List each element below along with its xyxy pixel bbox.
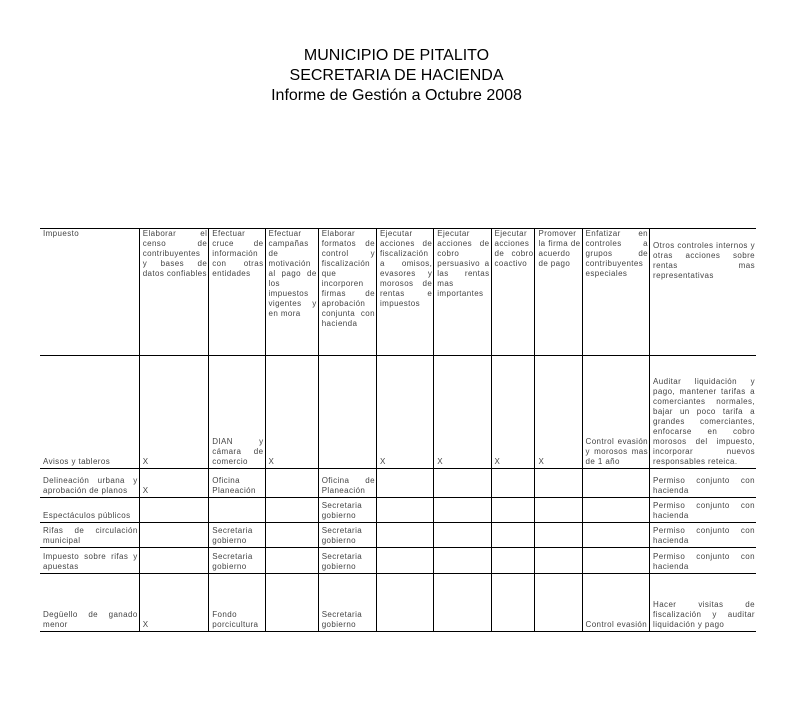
table-cell: Delineación urbana y aprobación de planos xyxy=(40,469,139,498)
table-cell xyxy=(376,523,433,548)
column-header: Enfatizar en controles a grupos de contribuyentes especiales xyxy=(582,229,650,356)
table-cell xyxy=(434,498,491,523)
column-header: Efectuar cruce de información con otras entidades xyxy=(209,229,265,356)
table-cell xyxy=(535,548,582,574)
table-cell xyxy=(582,469,650,498)
table-cell: Rifas de circulación municipal xyxy=(40,523,139,548)
table-cell xyxy=(535,469,582,498)
table-cell: Fondo porcicultura xyxy=(209,574,265,632)
table-cell xyxy=(535,523,582,548)
table-header-row xyxy=(40,229,756,356)
table-cell xyxy=(376,574,433,632)
table-cell: Secretaria gobierno xyxy=(318,574,376,632)
table-cell xyxy=(582,498,650,523)
column-header: Ejecutar acciones de cobro persuasivo a las rentas mas importantes xyxy=(434,229,491,356)
table-cell: Degüello de ganado menor xyxy=(40,574,139,632)
table-cell: Impuesto sobre rifas y apuestas xyxy=(40,548,139,574)
table-cell: X xyxy=(434,356,491,469)
table-cell: Permiso conjunto con hacienda xyxy=(650,548,756,574)
table-row xyxy=(40,574,756,632)
column-header: Ejecutar acciones de cobro coactivo xyxy=(491,229,535,356)
table-cell xyxy=(265,548,318,574)
table-cell: Permiso conjunto con hacienda xyxy=(650,523,756,548)
column-header: Promover la firma de acuerdo de pago xyxy=(535,229,582,356)
column-header: Elaborar formatos de control y fiscalización que incorporen firmas de aprobación conjunta con hacienda xyxy=(318,229,376,356)
column-header: Otros controles internos y otras acciones sobre rentas mas representativas xyxy=(650,229,756,356)
table-cell: Secretaria gobierno xyxy=(318,498,376,523)
table-row xyxy=(40,356,756,469)
table-cell: X xyxy=(139,356,209,469)
table-cell xyxy=(265,469,318,498)
table-cell xyxy=(265,523,318,548)
table-cell: Hacer visitas de fiscalización y auditar liquidación y pago xyxy=(650,574,756,632)
table-cell: Espectáculos públicos xyxy=(40,498,139,523)
table-cell xyxy=(535,574,582,632)
table-cell xyxy=(491,574,535,632)
table-cell xyxy=(139,523,209,548)
table-cell: X xyxy=(376,356,433,469)
table-cell: Oficina de Planeación xyxy=(318,469,376,498)
table-cell: X xyxy=(535,356,582,469)
column-header: Ejecutar acciones de fiscalización a omisos, evasores y morosos de rentas e impuestos xyxy=(376,229,433,356)
table-cell xyxy=(582,523,650,548)
table-cell: Oficina Planeación xyxy=(209,469,265,498)
table-row xyxy=(40,469,756,498)
table-cell: X xyxy=(139,574,209,632)
table-cell xyxy=(209,498,265,523)
department-title: SECRETARIA DE HACIENDA xyxy=(289,67,504,84)
table-cell: Secretaria gobierno xyxy=(318,523,376,548)
table-cell: X xyxy=(265,356,318,469)
table-cell xyxy=(535,498,582,523)
table-cell xyxy=(434,469,491,498)
table-cell: Auditar liquidación y pago, mantener tarifas a comerciantes normales, bajar un poco tarifa a grandes comerciantes, enfocarse en cobro morosos del impuesto, incorporar nuevos responsables reteica. xyxy=(650,356,756,469)
table-cell xyxy=(582,548,650,574)
report-title: Informe de Gestión a Octubre 2008 xyxy=(271,87,522,104)
table-row xyxy=(40,523,756,548)
document-header xyxy=(0,46,793,106)
table-cell xyxy=(434,548,491,574)
table-cell: Control evasión y morosos mas de 1 año xyxy=(582,356,650,469)
table-cell: Permiso conjunto con hacienda xyxy=(650,498,756,523)
column-header: Impuesto xyxy=(40,229,139,356)
management-report-table xyxy=(40,228,756,632)
table-cell: X xyxy=(139,469,209,498)
table-cell: Secretaria gobierno xyxy=(209,548,265,574)
table-cell xyxy=(139,498,209,523)
table-cell xyxy=(376,498,433,523)
table-cell xyxy=(265,574,318,632)
table-cell: Permiso conjunto con hacienda xyxy=(650,469,756,498)
column-header: Elaborar el censo de contribuyentes y bases de datos confiables xyxy=(139,229,209,356)
table-cell xyxy=(434,523,491,548)
column-header: Efectuar campañas de motivación al pago de los impuestos vigentes y en mora xyxy=(265,229,318,356)
table-row xyxy=(40,548,756,574)
table-cell xyxy=(491,469,535,498)
table-cell: Secretaria gobierno xyxy=(209,523,265,548)
table-row xyxy=(40,498,756,523)
table-cell xyxy=(491,498,535,523)
table-cell xyxy=(491,548,535,574)
table-cell: DIAN y cámara de comercio xyxy=(209,356,265,469)
table-cell xyxy=(139,548,209,574)
table-cell xyxy=(376,548,433,574)
municipality-title: MUNICIPIO DE PITALITO xyxy=(303,47,490,64)
table-cell: Secretaria gobierno xyxy=(318,548,376,574)
table-cell xyxy=(491,523,535,548)
table-cell: X xyxy=(491,356,535,469)
table-cell xyxy=(265,498,318,523)
table-cell: Avisos y tableros xyxy=(40,356,139,469)
table-cell xyxy=(434,574,491,632)
table-cell xyxy=(318,356,376,469)
table-cell: Control evasión xyxy=(582,574,650,632)
table-cell xyxy=(376,469,433,498)
